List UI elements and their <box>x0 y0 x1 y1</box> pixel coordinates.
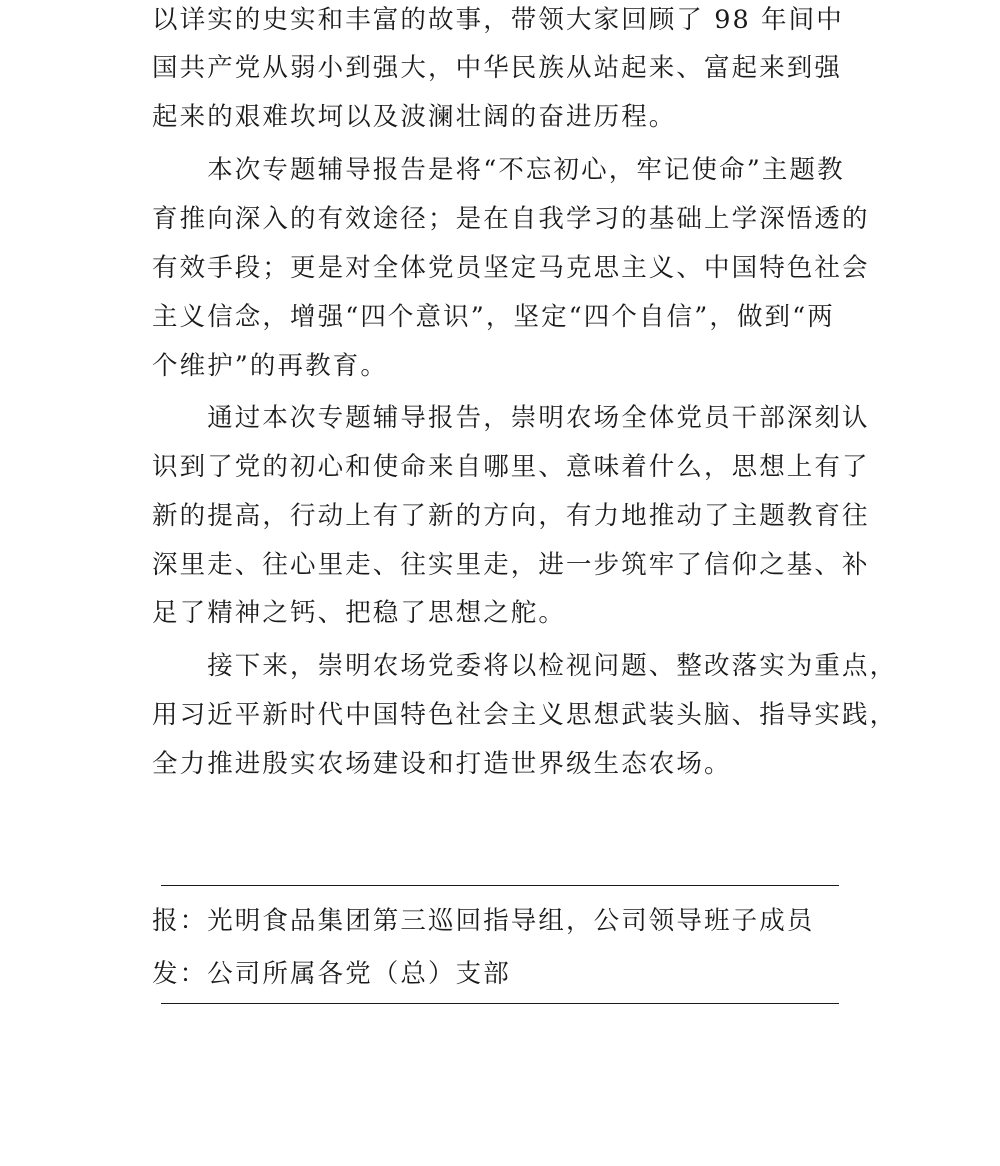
paragraph-intro-line-2: 国共产党从弱小到强大，中华民族从站起来、富起来到强 <box>152 53 843 83</box>
paragraph-significance-line-5: 个维护”的再教育。 <box>152 351 388 381</box>
paragraph-next-line-1: 接下来，崇明农场党委将以检视问题、整改落实为重点， <box>152 651 898 681</box>
paragraph-intro-line-3: 起来的艰难坎坷以及波澜壮阔的奋进历程。 <box>152 102 677 132</box>
paragraph-outcome-line-2: 识到了党的初心和使命来自哪里、意味着什么，思想上有了 <box>152 452 870 482</box>
paragraph-significance-line-3: 有效手段；更是对全体党员坚定马克思主义、中国特色社会 <box>152 253 870 283</box>
report-to-line: 报：光明食品集团第三巡回指导组，公司领导班子成员 <box>152 906 815 936</box>
paragraph-significance-line-1: 本次专题辅导报告是将“不忘初心，牢记使命”主题教 <box>152 155 845 185</box>
distribution-bottom-rule <box>161 1003 839 1004</box>
paragraph-significance-line-4: 主义信念，增强“四个意识”，坚定“四个自信”，做到“两 <box>152 302 835 332</box>
paragraph-significance-line-2: 育推向深入的有效途径；是在自我学习的基础上学深悟透的 <box>152 204 870 234</box>
paragraph-intro-line-1: 以详实的史实和丰富的故事，带领大家回顾了 98 年间中 <box>152 5 844 35</box>
paragraph-outcome-line-1: 通过本次专题辅导报告，崇明农场全体党员干部深刻认 <box>152 403 870 433</box>
paragraph-next-line-2: 用习近平新时代中国特色社会主义思想武装头脑、指导实践， <box>152 700 898 730</box>
paragraph-outcome-line-5: 足了精神之钙、把稳了思想之舵。 <box>152 598 567 628</box>
paragraph-outcome-line-4: 深里走、往心里走、往实里走，进一步筑牢了信仰之基、补 <box>152 550 870 580</box>
distribution-top-rule <box>161 885 839 886</box>
paragraph-outcome-line-3: 新的提高，行动上有了新的方向，有力地推动了主题教育往 <box>152 501 870 531</box>
send-to-line: 发：公司所属各党（总）支部 <box>152 959 511 989</box>
paragraph-next-line-3: 全力推进殷实农场建设和打造世界级生态农场。 <box>152 749 732 779</box>
